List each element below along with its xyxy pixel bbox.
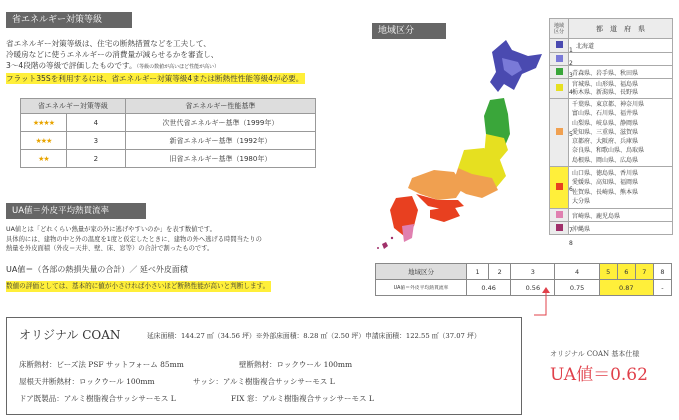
coan-area: 延床面積：144.27 ㎡（34.56 坪）※外部床面積：8.28 ㎡（2.50 坪）申請床面積：122.55 ㎡（37.07 坪） [147,332,481,340]
ua-value-table: 地域区分 1 2 3 4 5 6 7 8 UA値＝外皮平均熱貫流率 0.46 0.56 0.75 0.87 - [375,263,672,296]
region-table: 地域区分 都 道 府 県 北海道 青森県、岩手県、秋田県 宮城県、山形県、福島県 栃木県、新潟県、長野県 千葉県、東京都、神奈川県 富山県、石川県、福井県 山梨県、岐阜県、静岡県 愛知県、三重県、滋賀県 京都府、大阪府、兵庫県 奈良県、和歌山県、鳥取県 島根県、岡山県、広島県 山口県、徳島県、香川県 愛媛県、高知県、福岡県 佐賀県、長崎県、熊本県 大分県 宮崎県、鹿児島県 沖縄県 [549,18,673,235]
map-honshu-west [408,170,464,200]
region-swatch [556,41,563,48]
section-title-energy-grade: 省エネルギー対策等級 [6,12,132,28]
region-row-4: 宮城県、山形県、福島県 栃木県、新潟県、長野県 [550,79,673,99]
japan-climate-map [372,38,548,252]
region-row-8: 沖縄県 [550,222,673,235]
region-row-6: 山口県、徳島県、香川県 愛媛県、高知県、福岡県 佐賀県、長崎県、熊本県 大分県 [550,167,673,209]
region-row-7: 宮崎県、鹿児島県 [550,209,673,222]
section-title-ua: UA値＝外皮平均熱貫流率 [6,203,146,219]
map-title: 地域区分 [372,23,446,39]
region-row-1: 北海道 [550,39,673,53]
region-row-2 [550,53,673,66]
table-row: ★★★ 3 新省エネルギー基準（1992年） [21,132,316,150]
arrow-connector [530,285,560,325]
coan-spec-label: オリジナル COAN 基本仕様 [550,350,640,358]
map-okinawa [382,242,388,249]
grade-description: 省エネルギー対策等級は、住宅の断熱措置などを工夫して、 冷暖房などに使うエネルギーの消費量が減らせるかを審査し、 3～4段階の等級で評価したものです。（等級の数値が高いほど性能が高い） フラット35Sを利用するには、省エネルギー対策等級4または断熱性性能等級4が必要。 [6,39,304,83]
coan-ua-value: UA値＝0.62 [550,365,648,385]
table-row: ★★★★ 4 次世代省エネルギー基準（1999年） [21,114,316,132]
table-row: ★★ 2 旧省エネルギー基準（1980年） [21,150,316,168]
ua-evaluation-note: 数値の評価としては、基本的に値が小さければ小さいほど断熱性能が高いと判断します。 [6,282,270,290]
flat35s-note: フラット35Sを利用するには、省エネルギー対策等級4または断熱性性能等級4が必要。 [6,74,304,83]
grade-table: 省エネルギー対策等級 省エネルギー性能基準 ★★★★ 4 次世代省エネルギー基準（1999年） ★★★ 3 新省エネルギー基準（1992年） ★★ 2 旧省エネルギー基準（1980年） [20,98,316,168]
region-row-5: 千葉県、東京都、神奈川県 富山県、石川県、福井県 山梨県、岐阜県、静岡県 愛知県、三重県、滋賀県 京都府、大阪府、兵庫県 奈良県、和歌山県、鳥取県 島根県、岡山県、広島県 [550,99,673,167]
coan-spec-box: オリジナル COAN 延床面積：144.27 ㎡（34.56 坪）※外部床面積：8.28 ㎡（2.50 坪）申請床面積：122.55 ㎡（37.07 坪） 床断熱材：ビーズ法 PSF サットフォーム 85mm 壁断熱材：ロックウール 100mm 屋根天井断熱材：ロックウール 100mm サッシ：アルミ樹脂複合サッシサーモス L ドア既製品：アルミ樹脂複合サッシサーモス L FIX 窓：アルミ樹脂複合サッシサーモス L [6,317,522,415]
coan-name: オリジナル COAN [19,328,121,342]
map-shikoku [430,206,460,222]
region-row-3: 青森県、岩手県、秋田県 [550,66,673,79]
ua-description: UA値とは「どれくらい熱量が家の外に逃げやすいのか」を表す数値です。 具体的には、建物の中と外の温度を1度と仮定したときに、建物の外へ逃げる時間当たりの 熱量を外皮面積（外皮＝天井、壁、床、窓等）の合計で割ったものです。 [6,226,262,252]
ua-formula: UA値＝（各部の熱損失量の合計）／ 延べ外皮面積 [6,265,188,274]
